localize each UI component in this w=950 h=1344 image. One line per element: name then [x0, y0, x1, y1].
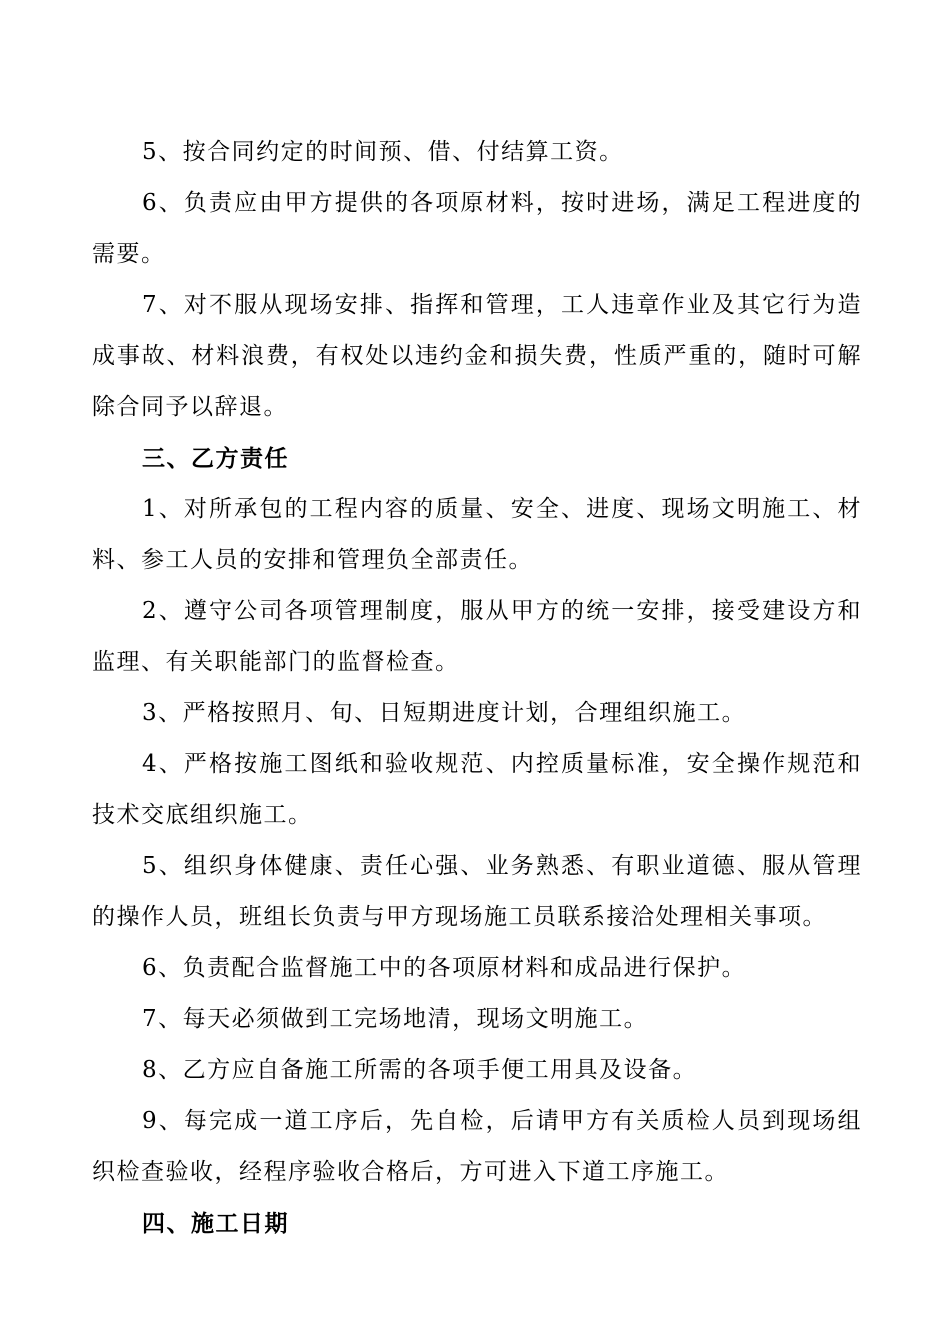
section-3-item-2: 2、遵守公司各项管理制度，服从甲方的统一安排，接受建设方和监理、有关职能部门的监督检查。: [92, 598, 862, 675]
section-3-item-9: 9、每完成一道工序后，先自检，后请甲方有关质检人员到现场组织检查验收，经程序验收合格后，方可进入下道工序施工。: [92, 1108, 862, 1185]
clause-6: 6、负责应由甲方提供的各项原材料，按时进场，满足工程进度的需要。: [92, 190, 862, 267]
section-3-item-6: 6、负责配合监督施工中的各项原材料和成品进行保护。: [142, 955, 747, 981]
section-4-heading: 四、施工日期: [142, 1210, 289, 1237]
section-3-item-5: 5、组织身体健康、责任心强、业务熟悉、有职业道德、服从管理的操作人员，班组长负责与甲方现场施工员联系接洽处理相关事项。: [92, 853, 862, 930]
section-3-item-4: 4、严格按施工图纸和验收规范、内控质量标准，安全操作规范和技术交底组织施工。: [92, 751, 862, 828]
clause-5: 5、按合同约定的时间预、借、付结算工资。: [142, 139, 624, 165]
section-3-heading: 三、乙方责任: [142, 445, 289, 472]
section-3-item-8: 8、乙方应自备施工所需的各项手便工用具及设备。: [142, 1057, 698, 1083]
section-3-item-3: 3、严格按照月、旬、日短期进度计划，合理组织施工。: [142, 700, 747, 726]
section-3-item-7: 7、每天必须做到工完场地清，现场文明施工。: [142, 1006, 649, 1032]
section-3-item-1: 1、对所承包的工程内容的质量、安全、进度、现场文明施工、材料、参工人员的安排和管理负全部责任。: [92, 496, 862, 573]
clause-7: 7、对不服从现场安排、指挥和管理，工人违章作业及其它行为造成事故、材料浪费，有权处以违约金和损失费，性质严重的，随时可解除合同予以辞退。: [92, 292, 862, 420]
document-body: [92, 127, 862, 1249]
